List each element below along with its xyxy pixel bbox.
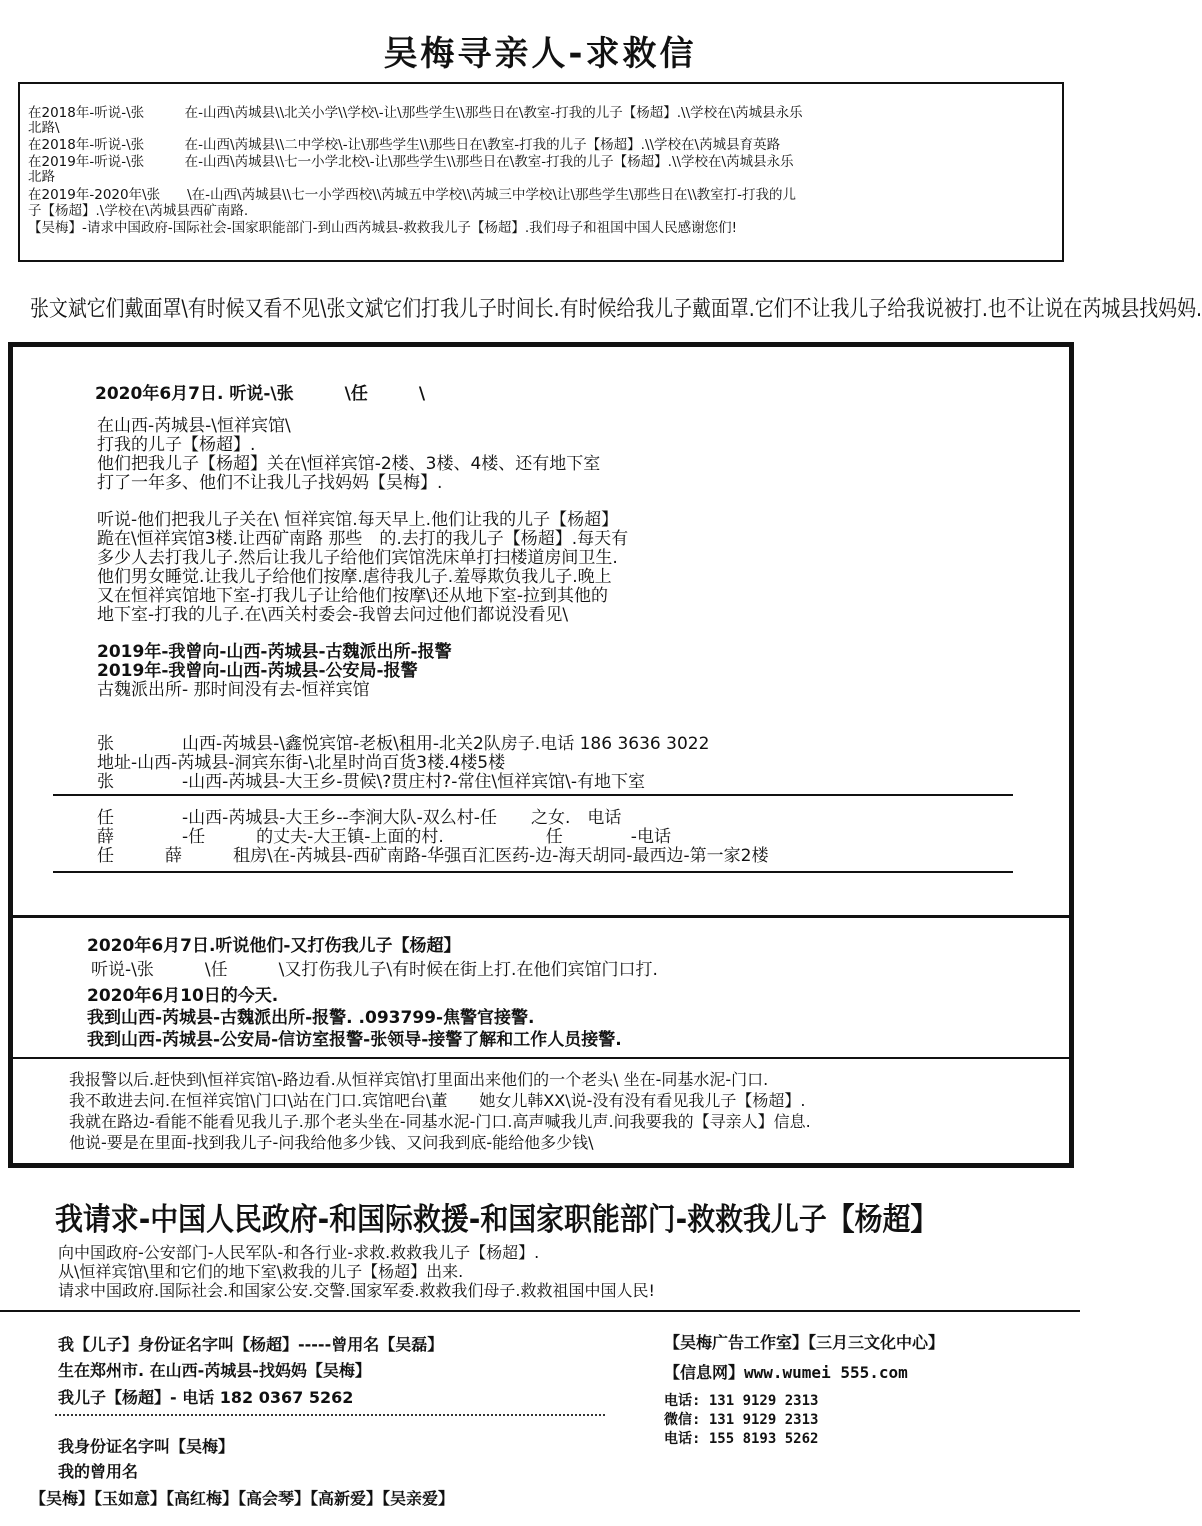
story-line: 我报警以后.赶快到\恒祥宾馆\-路边看.从恒祥宾馆\打里面出来他们的一个老头\ 坐在-同基水泥-门口. bbox=[69, 1070, 769, 1089]
story-line: 我不敢进去问.在恒祥宾馆\门口\站在门口.宾馆吧台\董 她女儿韩XX\说-没有没有看见我儿子【杨超】. bbox=[69, 1091, 806, 1110]
summary-line: 在2018年-听说-\张 在-山西\芮城县\\北关小学\\学校\-让\那些学生\\那些日在\教室-打我的儿子【杨超】.\\学校在\芮城县永乐 bbox=[28, 105, 803, 121]
summary-box bbox=[18, 82, 1064, 262]
contact-wechat: 微信: 131 9129 2313 bbox=[664, 1412, 819, 1428]
update-line: 我到山西-芮城县-古魏派出所-报警. .093799-焦警官接警. bbox=[87, 1008, 535, 1028]
plea-line: 请求中国政府.国际社会.和国家公安.交警.国家军委.救救我们母子.救救祖国中国人民! bbox=[58, 1281, 655, 1300]
para-line: 打了一年多、他们不让我儿子找妈妈【吴梅】. bbox=[97, 473, 443, 493]
summary-line: 在2019年-2020年\张 \在-山西\芮城县\\七一小学西校\\芮城五中学校\\芮城三中学校\让\那些学生\那些日在\\教室打-打我的儿 bbox=[28, 187, 797, 203]
story-line: 他说-要是在里面-找到我儿子-问我给他多少钱、又问我到底-能给他多少钱\ bbox=[69, 1133, 594, 1152]
website: 【信息网】www.wumei 555.com bbox=[664, 1363, 908, 1382]
para-line: 在山西-芮城县-\恒祥宾馆\ bbox=[97, 416, 291, 436]
summary-line: 在2019年-听说-\张 在-山西\芮城县\\七一小学北校\-让\那些学生\\那些日在\教室-打我的儿子【杨超】.\\学校在\芮城县永乐 bbox=[28, 154, 794, 170]
page-title: 吴梅寻亲人-求救信 bbox=[383, 34, 697, 74]
son-phone: 我儿子【杨超】- 电话 182 0367 5262 bbox=[58, 1388, 354, 1407]
contact-phone: 电话: 155 8193 5262 bbox=[664, 1431, 819, 1447]
summary-line: 在2018年-听说-\张 在-山西\芮城县\\二中学校\-让\那些学生\\那些日在\教室-打我的儿子【杨超】.\\学校在\芮城县育英路 bbox=[28, 137, 781, 153]
summary-line: 子【杨超】.\学校在\芮城县西矿南路. bbox=[28, 203, 249, 219]
para-line: 他们把我儿子【杨超】关在\恒祥宾馆-2楼、3楼、4楼、还有地下室 bbox=[97, 454, 601, 474]
mother-aliases: 【吴梅】【玉如意】【高红梅】【高会琴】【高新爱】【吴亲爱】 bbox=[30, 1489, 455, 1508]
mask-statement: 张文斌它们戴面罩\有时候又看不见\张文斌它们打我儿子时间长.有时候给我儿子戴面罩.它们不让我儿子给我说被打.也不让说在芮城县找妈妈. bbox=[30, 297, 1202, 322]
para-line: 打我的儿子【杨超】. bbox=[97, 435, 256, 455]
summary-line: 北路\ bbox=[28, 120, 60, 136]
main-account-box bbox=[8, 342, 1074, 1168]
para-line: 多少人去打我儿子.然后让我儿子给他们宾馆洗床单打扫楼道房间卫生. bbox=[97, 548, 618, 568]
summary-line: 【吴梅】-请求中国政府-国际社会-国家职能部门-到山西芮城县-救救我儿子【杨超】.我们母子和祖国中国人民感谢您们! bbox=[28, 220, 738, 236]
divider bbox=[53, 871, 1013, 873]
para-line: 他们男女睡觉.让我儿子给他们按摩.虐待我儿子.羞辱欺负我儿子.晚上 bbox=[97, 567, 612, 587]
report-line: 2019年-我曾向-山西-芮城县-古魏派出所-报警 bbox=[97, 642, 452, 662]
studio-name: 【吴梅广告工作室】【三月三文化中心】 bbox=[664, 1333, 945, 1352]
footer-divider bbox=[0, 1310, 1080, 1312]
person-line: 张 山西-芮城县-\鑫悦宾馆-老板\租用-北关2队房子.电话 186 3636 3022 bbox=[97, 734, 710, 754]
para-line: 跪在\恒祥宾馆3楼.让西矿南路 那些 的.去打的我儿子【杨超】.每天有 bbox=[97, 529, 629, 549]
mother-id: 我身份证名字叫【吴梅】 bbox=[58, 1437, 235, 1456]
divider bbox=[53, 794, 1013, 796]
section-header: 2020年6月7日. 听说-\张 \任 \ bbox=[95, 384, 426, 404]
section-divider bbox=[13, 1057, 1069, 1059]
person-line: 任 -山西-芮城县-大王乡--李涧大队-双么村-任 之女. 电话 bbox=[97, 808, 622, 828]
person-line: 任 薛 租房\在-芮城县-西矿南路-华强百汇医药-边-海天胡同-最西边-第一家2楼 bbox=[97, 846, 769, 866]
update-line: 2020年6月7日.听说他们-又打伤我儿子【杨超】 bbox=[87, 936, 461, 956]
section-divider bbox=[13, 915, 1069, 918]
plea-line: 向中国政府-公安部门-人民军队-和各行业-求救.救救我儿子【杨超】. bbox=[58, 1243, 540, 1262]
plea-line: 从\恒祥宾馆\里和它们的地下室\救我的儿子【杨超】出来. bbox=[58, 1262, 464, 1281]
person-line: 薛 -任 的丈夫-大王镇-上面的村. 任 -电话 bbox=[97, 827, 671, 847]
update-line: 我到山西-芮城县-公安局-信访室报警-张领导-接警了解和工作人员接警. bbox=[87, 1030, 622, 1050]
para-line: 地下室-打我的儿子.在\西关村委会-我曾去问过他们都说没看见\ bbox=[97, 605, 569, 625]
para-line: 听说-他们把我儿子关在\ 恒祥宾馆.每天早上.他们让我的儿子【杨超】 bbox=[97, 510, 619, 530]
story-line: 我就在路边-看能不能看见我儿子.那个老头坐在-同基水泥-门口.高声喊我儿声.问我要我的【寻亲人】信息. bbox=[69, 1112, 811, 1131]
para-line: 又在恒祥宾馆地下室-打我儿子让给他们按摩\还从地下室-拉到其他的 bbox=[97, 586, 608, 606]
person-line: 张 -山西-芮城县-大王乡-贯候\?贯庄村?-常住\恒祥宾馆\-有地下室 bbox=[97, 772, 646, 792]
update-line: 听说-\张 \任 \又打伤我儿子\有时候在街上打.在他们宾馆门口打. bbox=[91, 960, 658, 980]
son-id: 我【儿子】身份证名字叫【杨超】-----曾用名【吴磊】 bbox=[58, 1335, 444, 1354]
dotted-divider bbox=[55, 1414, 605, 1416]
contact-phone: 电话: 131 9129 2313 bbox=[664, 1393, 819, 1409]
person-line: 地址-山西-芮城县-洞宾东街-\北星时尚百货3楼.4楼5楼 bbox=[97, 753, 506, 773]
summary-line: 北路 bbox=[28, 169, 55, 185]
mother-alias-label: 我的曾用名 bbox=[58, 1462, 139, 1481]
report-note: 古魏派出所- 那时间没有去-恒祥宾馆 bbox=[97, 680, 370, 700]
son-birth: 生在郑州市. 在山西-芮城县-找妈妈【吴梅】 bbox=[58, 1361, 371, 1380]
report-line: 2019年-我曾向-山西-芮城县-公安局-报警 bbox=[97, 661, 418, 681]
update-line: 2020年6月10日的今天. bbox=[87, 986, 279, 1006]
plea-title: 我请求-中国人民政府-和国际救援-和国家职能部门-救救我儿子【杨超】 bbox=[55, 1202, 939, 1238]
